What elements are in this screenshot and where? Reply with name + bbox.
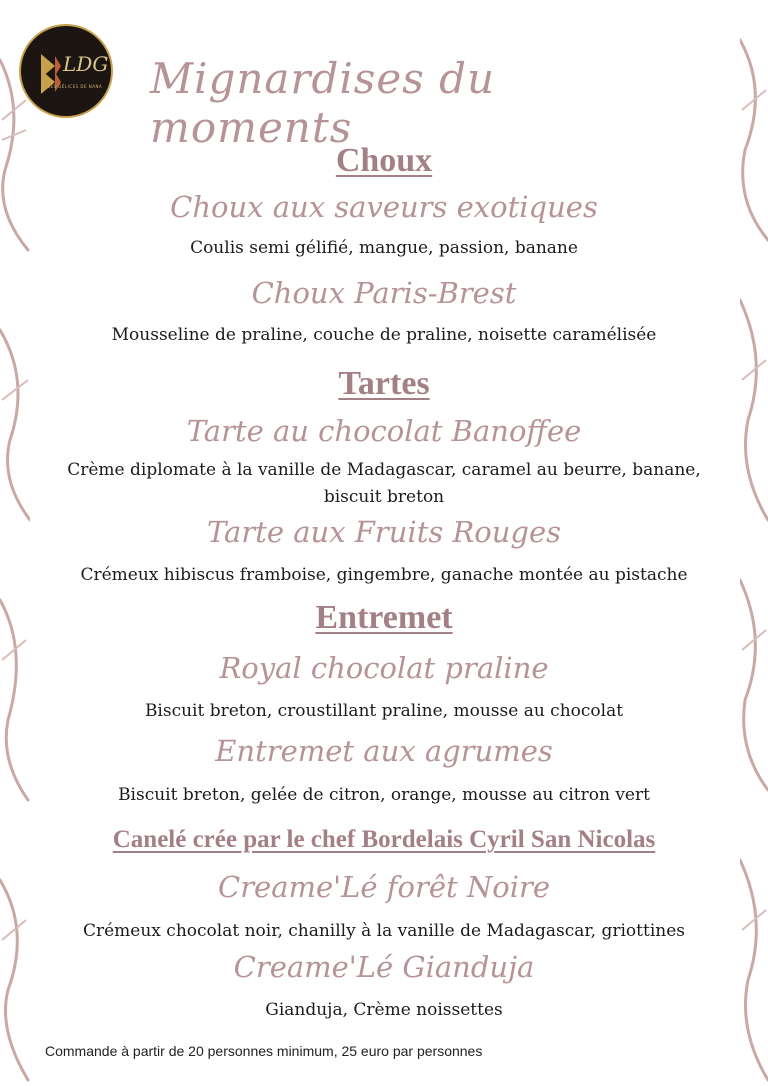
- order-conditions-note: Commande à partir de 20 personnes minimum, 25 euro par personnes: [45, 1043, 483, 1059]
- item-name: Choux Paris-Brest: [251, 276, 517, 310]
- brand-logo: [19, 24, 113, 118]
- item-description: Biscuit breton, gelée de citron, orange, mousse au citron vert: [118, 785, 650, 805]
- item-description: Gianduja, Crème noissettes: [265, 1000, 503, 1020]
- item-name: Creame'Lé Gianduja: [233, 950, 535, 984]
- item-description: Crème diplomate à la vanille de Madagascar, caramel au beurre, banane,: [67, 460, 701, 480]
- item-name: Tarte aux Fruits Rouges: [206, 515, 562, 549]
- item-description: Crémeux chocolat noir, chanilly à la vanille de Madagascar, griottines: [82, 921, 685, 941]
- item-name: Choux aux saveurs exotiques: [170, 190, 598, 224]
- item-name: Creame'Lé forêt Noire: [218, 870, 550, 904]
- item-description: Crémeux hibiscus framboise, gingembre, ganache montée au pistache: [80, 565, 688, 585]
- logo-monogram: LDG: [63, 52, 109, 76]
- section-heading-canele: Canelé crée par le chef Bordelais Cyril San Nicolas: [112, 826, 656, 853]
- item-description: Mousseline de praline, couche de praline, noisette caramélisée: [111, 325, 657, 345]
- item-description: Biscuit breton, croustillant praline, mousse au chocolat: [144, 701, 624, 721]
- item-name: Entremet aux agrumes: [215, 734, 553, 768]
- item-name: Tarte au chocolat Banoffee: [186, 414, 582, 448]
- section-heading-tartes: Tartes: [338, 365, 430, 402]
- item-description: biscuit breton: [323, 487, 445, 507]
- menu-title: Mignardises du moments: [150, 54, 496, 152]
- logo-tagline: LES DÉLICES DE NANA: [47, 84, 103, 89]
- section-heading-entremet: Entremet: [315, 599, 453, 636]
- item-name: Royal chocolat praline: [219, 651, 549, 685]
- item-description: Coulis semi gélifié, mangue, passion, banane: [190, 238, 578, 258]
- section-heading-choux: Choux: [335, 142, 433, 179]
